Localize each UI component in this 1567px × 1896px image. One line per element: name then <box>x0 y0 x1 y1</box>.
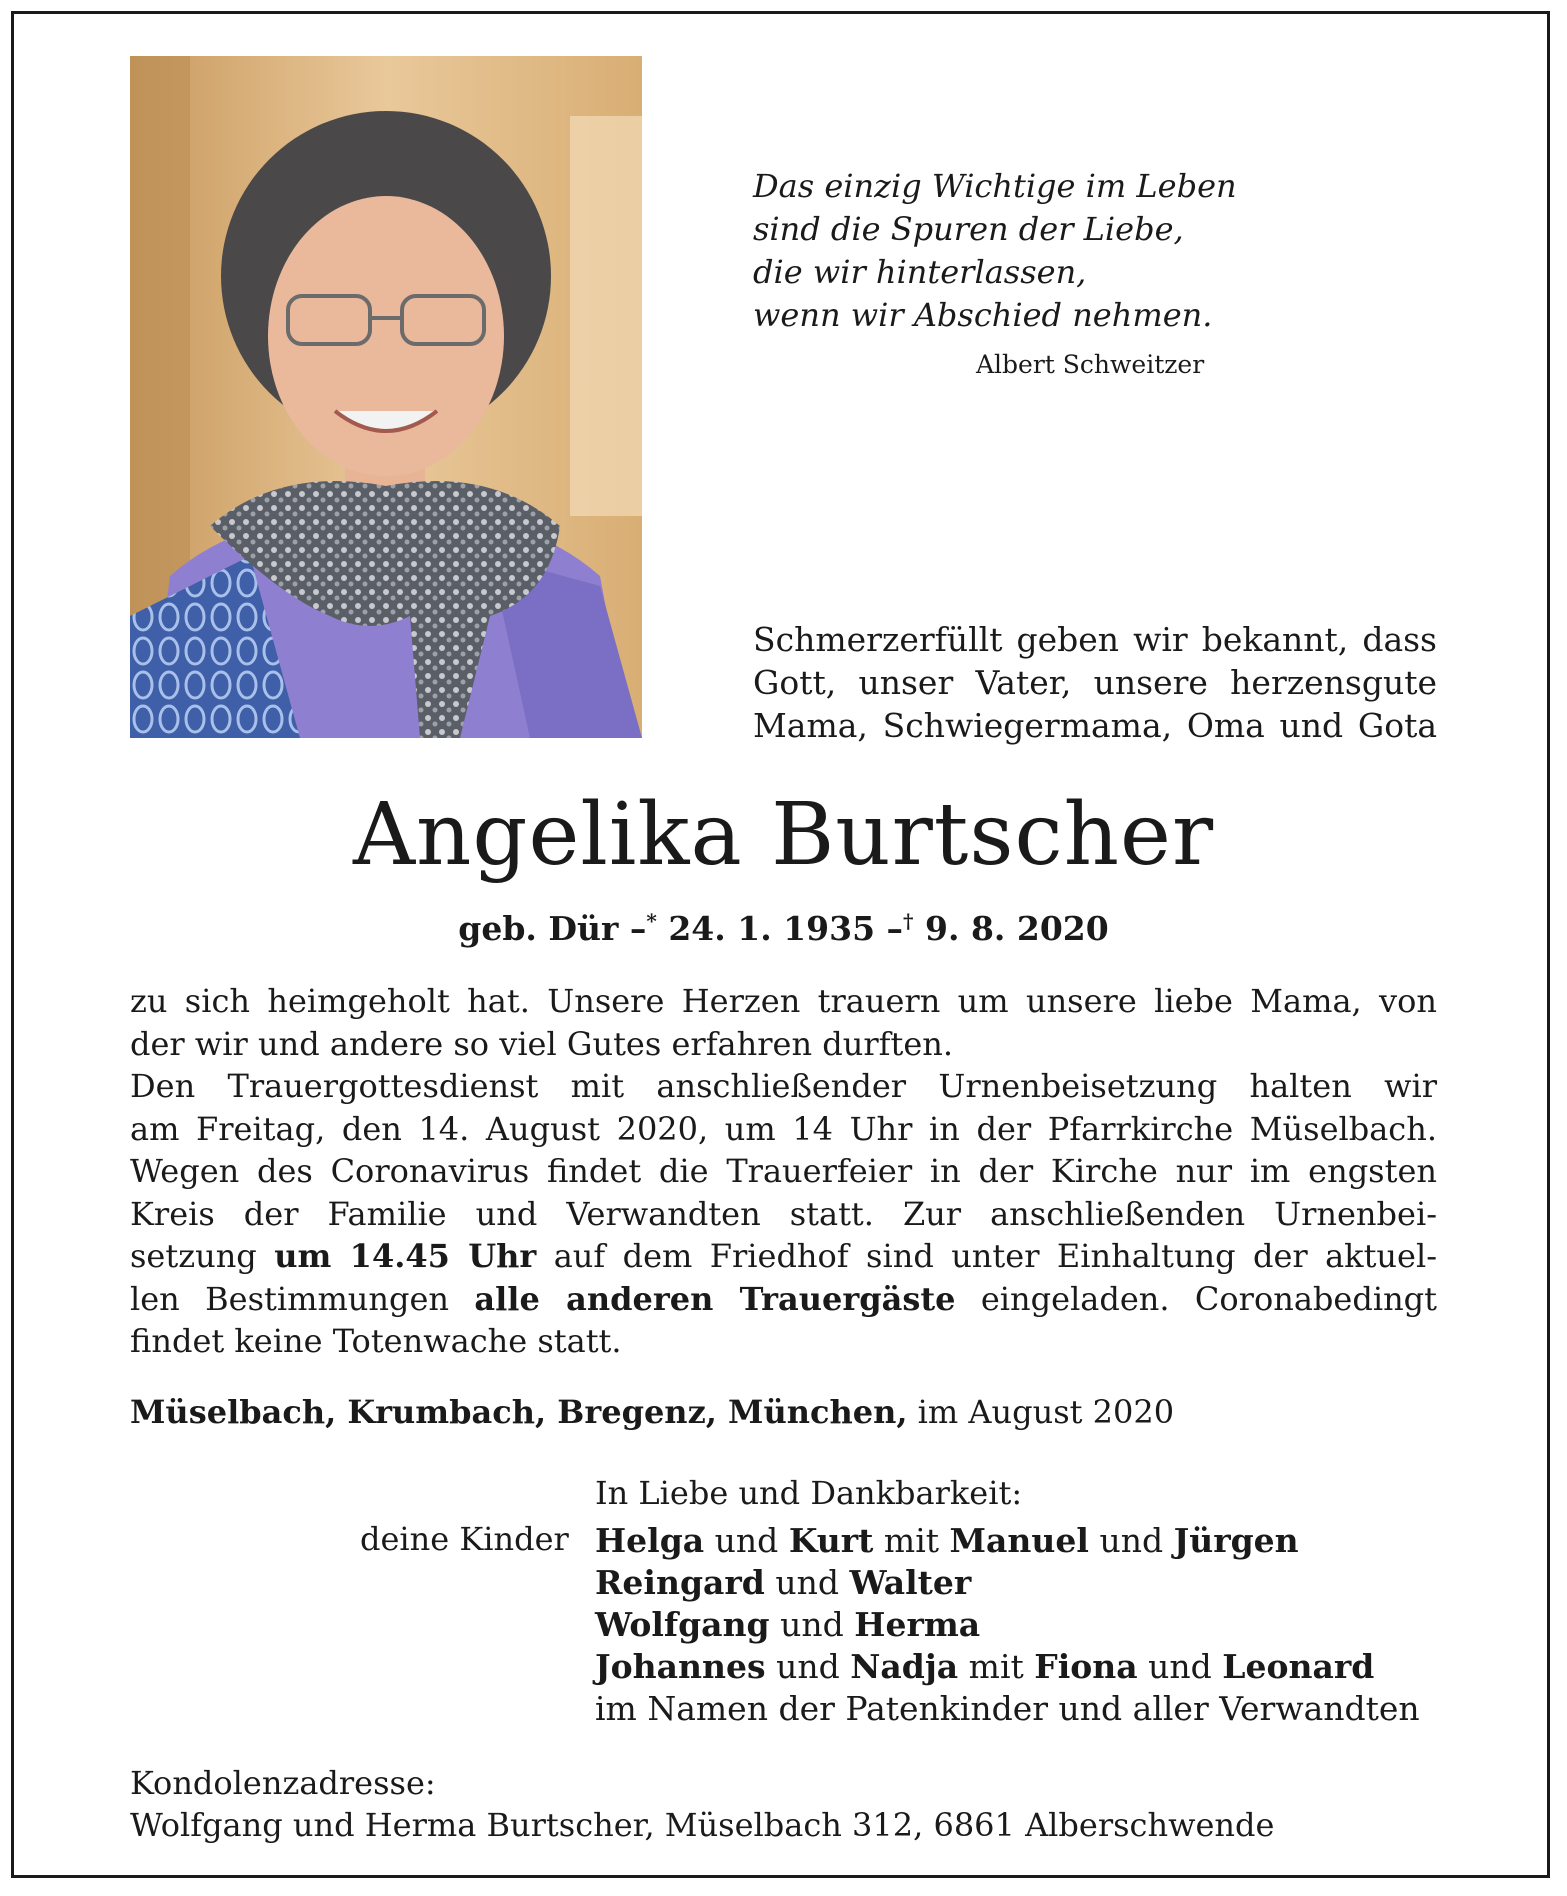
body-line: Wegen des Coronavirus findet die Trauerfeier in der Kirche nur im engsten <box>130 1152 1437 1190</box>
quote-line: Das einzig Wichtige im Leben <box>753 167 1237 205</box>
family-heading: In Liebe und Dankbarkeit: <box>595 1474 1023 1512</box>
connector: mit <box>968 1647 1024 1686</box>
children-label: deine Kinder <box>360 1520 569 1558</box>
birth-symbol: * <box>646 909 657 933</box>
family-member: Nadja <box>850 1647 959 1686</box>
towns: Müselbach, Krumbach, Bregenz, München, <box>130 1393 908 1431</box>
birth-name: geb. Dür <box>458 909 619 948</box>
portrait-photo <box>130 56 642 738</box>
body-line <box>130 1235 1437 1278</box>
connector: und <box>776 1647 840 1686</box>
body-line: Kreis der Familie und Verwandten statt. Zur anschließenden Urnenbei- <box>130 1194 1437 1233</box>
death-symbol: † <box>903 909 914 933</box>
family-line <box>595 1604 1420 1646</box>
family-member: Johannes <box>595 1647 766 1686</box>
family-member: Jürgen <box>1173 1521 1299 1560</box>
connector: und <box>1099 1521 1164 1560</box>
time-highlight: um 14.45 Uhr <box>274 1237 537 1275</box>
deceased-name: Angelika Burtscher <box>352 785 1215 885</box>
connector: und <box>775 1563 840 1602</box>
connector: und <box>780 1605 844 1644</box>
dash: – <box>629 909 647 948</box>
family-footer: im Namen der Patenkinder und aller Verwandten <box>595 1689 1420 1728</box>
body-text: setzung <box>130 1237 257 1275</box>
quote-author: Albert Schweitzer <box>976 350 1205 379</box>
body-line: der wir und andere so viel Gutes erfahren durften. <box>130 1024 954 1063</box>
condolence-block <box>130 1762 1274 1846</box>
family-line <box>595 1520 1420 1562</box>
portrait-illustration <box>130 56 642 738</box>
family-member: Reingard <box>595 1563 765 1602</box>
body-text: auf dem Friedhof sind unter Einhaltung der aktuel- <box>553 1237 1438 1275</box>
family-line <box>595 1646 1420 1688</box>
guests-highlight: alle anderen Trauergäste <box>474 1279 956 1318</box>
condolence-label: Kondolenzadresse: <box>130 1764 436 1802</box>
body-text: len Bestimmungen <box>130 1279 450 1318</box>
connector: mit <box>883 1521 940 1560</box>
death-date: 9. 8. 2020 <box>925 909 1109 948</box>
family-member: Walter <box>849 1563 972 1602</box>
notice-date: im August 2020 <box>917 1393 1175 1431</box>
family-line <box>595 1562 1420 1604</box>
family-member: Wolfgang <box>595 1605 770 1644</box>
quote-line: wenn wir Abschied nehmen. <box>753 296 1213 334</box>
quote-line: sind die Spuren der Liebe, <box>753 210 1184 248</box>
connector: und <box>714 1521 779 1560</box>
family-member: Manuel <box>949 1521 1089 1560</box>
family-member: Leonard <box>1222 1647 1375 1686</box>
condolence-address: Wolfgang und Herma Burtscher, Müselbach 312, 6861 Alberschwende <box>130 1806 1275 1844</box>
body-line: am Freitag, den 14. August 2020, um 14 Uhr in der Pfarrkirche Müselbach. <box>130 1109 1437 1148</box>
body-text: eingeladen. Coronabedingt <box>980 1279 1438 1318</box>
body-line: zu sich heimgeholt hat. Unsere Herzen trauern um unsere liebe Mama, von <box>130 982 1437 1020</box>
intro-line: Schmerzerfüllt geben wir bekannt, dass <box>753 620 1437 659</box>
intro-line: Gott, unser Vater, unsere herzensgute <box>753 663 1437 702</box>
body-line: findet keine Totenwache statt. <box>130 1322 622 1360</box>
family-member: Fiona <box>1034 1647 1138 1686</box>
family-member: Kurt <box>788 1521 874 1560</box>
announcement-body <box>130 980 1437 1363</box>
quote-line: die wir hinterlassen, <box>753 253 1087 291</box>
family-member: Helga <box>595 1521 705 1560</box>
body-line: Den Trauergottesdienst mit anschließender Urnenbeisetzung halten wir <box>130 1067 1437 1105</box>
life-dates <box>0 909 1567 948</box>
intro-line: Mama, Schwiegermama, Oma und Gota <box>753 706 1437 745</box>
dash: – <box>886 909 904 948</box>
family-member: Herma <box>854 1605 981 1644</box>
family-list <box>595 1520 1420 1730</box>
connector: und <box>1148 1647 1212 1686</box>
places-line <box>130 1393 1174 1431</box>
intro-text <box>753 618 1437 747</box>
birth-date: 24. 1. 1935 <box>668 909 876 948</box>
quote-block <box>753 165 1313 337</box>
body-line <box>130 1278 1437 1321</box>
